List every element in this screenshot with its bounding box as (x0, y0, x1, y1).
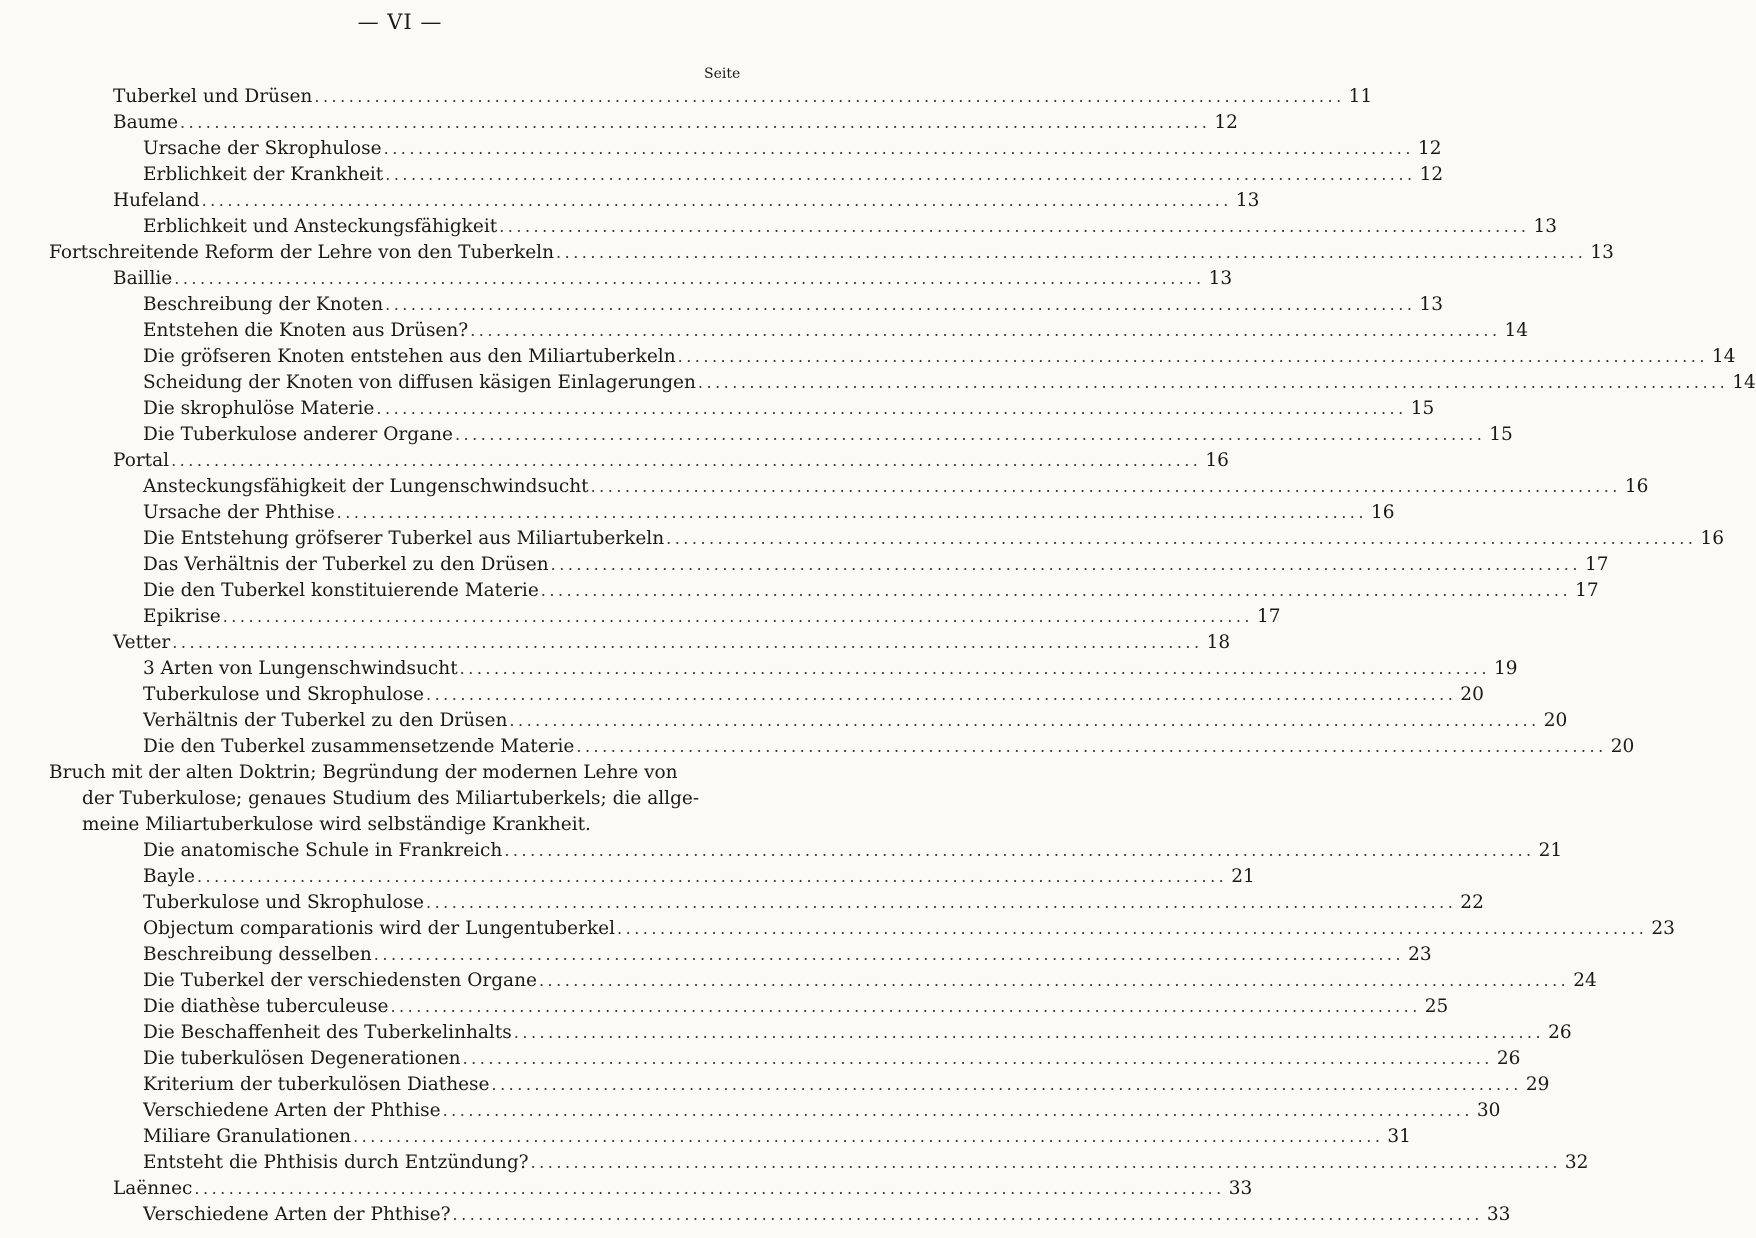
dot-leader: ........................................................................................................................ (538, 971, 1570, 990)
toc-entry-page: 32 (1564, 1152, 1589, 1173)
toc-entry-title: Fortschreitende Reform der Lehre von den Tuberkeln (49, 242, 555, 263)
toc-entry-title: Kriterium der tuberkulösen Diathese (143, 1074, 490, 1095)
toc-entry-title: Entsteht die Phthisis durch Entzündung? (143, 1152, 529, 1173)
toc-entry (143, 1202, 1511, 1228)
toc-entry (143, 604, 1281, 630)
toc-entry-title: Baillie (113, 268, 173, 289)
toc-entry (143, 214, 1558, 240)
page-header: — VI — (357, 10, 443, 34)
dot-leader: ........................................................................................................................ (385, 165, 1416, 184)
toc-entry-title: Objectum comparationis wird der Lungentuberkel (143, 918, 616, 939)
dot-leader: ........................................................................................................................ (180, 113, 1211, 132)
dot-leader: ........................................................................................................................ (376, 399, 1407, 418)
dot-leader: ........................................................................................................................ (540, 581, 1572, 600)
toc-entry (143, 136, 1442, 162)
dot-leader: ........................................................................................................................ (196, 867, 1228, 886)
toc-entry-page: 13 (1235, 190, 1260, 211)
toc-entry-title: Die skrophulöse Materie (143, 398, 375, 419)
toc-entry-page: 12 (1214, 112, 1238, 133)
dot-leader: ........................................................................................................................ (336, 503, 1367, 522)
toc-entry-page: 21 (1231, 866, 1255, 887)
dot-leader: ........................................................................................................................ (390, 997, 1421, 1016)
toc-entry-page: 17 (1575, 580, 1599, 601)
toc-entry (49, 240, 1614, 266)
toc-entry-title: Das Verhältnis der Tuberkel zu den Drüsen (143, 554, 549, 575)
toc-entry-title: Tuberkulose und Skrophulose (143, 684, 424, 705)
toc-entry-page: 26 (1548, 1022, 1572, 1043)
toc-entry-page: 16 (1370, 502, 1395, 523)
toc-entry-page: 30 (1476, 1100, 1501, 1121)
toc-entry (143, 734, 1635, 760)
dot-leader: ........................................................................................................................ (509, 711, 1540, 730)
toc-entry-page: 25 (1424, 996, 1449, 1017)
toc-entry (143, 474, 1649, 500)
toc-entry-page: 26 (1496, 1048, 1521, 1069)
toc-entry-page: 13 (1419, 294, 1443, 315)
toc-entry-title: Beschreibung der Knoten (143, 294, 384, 315)
dot-leader: ........................................................................................................................ (425, 893, 1457, 912)
toc-entry-page: 17 (1257, 606, 1281, 627)
dot-leader: ........................................................................................................................ (373, 945, 1405, 964)
toc-entry-title: Erblichkeit der Krankheit (143, 164, 384, 185)
toc-entry (143, 526, 1724, 552)
toc-entry (143, 942, 1432, 968)
toc-entry (143, 318, 1529, 344)
toc-entry-page: 16 (1205, 450, 1229, 471)
section-summary-line: Bruch mit der alten Doktrin; Begründung der modernen Lehre von (49, 762, 678, 783)
toc-entry-title: Vetter (113, 632, 171, 653)
toc-entry (143, 552, 1609, 578)
toc-entry-title: Epikrise (143, 606, 221, 627)
toc-entry (143, 1020, 1572, 1046)
dot-leader: ........................................................................................................................ (513, 1023, 1545, 1042)
toc-entry-title: Die diathèse tuberculeuse (143, 996, 389, 1017)
page-column-label: Seite (704, 66, 741, 82)
toc-entry-title: Die tuberkulösen Degenerationen (143, 1048, 461, 1069)
toc-entry (113, 110, 1238, 136)
toc-entry (143, 708, 1568, 734)
toc-entry-title: Die den Tuberkel konstituierende Materie (143, 580, 539, 601)
dot-leader: ........................................................................................................................ (454, 425, 1486, 444)
dot-leader: ........................................................................................................................ (172, 633, 1203, 652)
toc-entry (143, 500, 1395, 526)
dot-leader: ........................................................................................................................ (222, 607, 1253, 626)
toc-entry-title: Die gröfseren Knoten entstehen aus den Miliartuberkeln (143, 346, 676, 367)
toc-entry-page: 31 (1387, 1126, 1411, 1147)
toc-entry-page: 24 (1573, 970, 1597, 991)
toc-entry-title: Hufeland (113, 190, 200, 211)
toc-entry (143, 1150, 1589, 1176)
toc-entry (143, 292, 1443, 318)
toc-entry (113, 266, 1233, 292)
toc-entry-title: Die anatomische Schule in Frankreich (143, 840, 503, 861)
section-summary-line: der Tuberkulose; genaues Studium des Miliartuberkels; die allge- (82, 788, 700, 809)
dot-leader: ........................................................................................................................ (459, 659, 1490, 678)
toc-entry-page: 20 (1460, 684, 1484, 705)
toc-entry (143, 344, 1736, 370)
toc-entry-page: 18 (1206, 632, 1231, 653)
toc-entry-title: Portal (113, 450, 170, 471)
toc-entry-page: 23 (1651, 918, 1675, 939)
toc-entry-page: 21 (1538, 840, 1563, 861)
toc-entry (113, 1176, 1253, 1202)
toc-entry-title: Die Tuberkulose anderer Organe (143, 424, 453, 445)
toc-entry-page: 11 (1348, 86, 1373, 107)
toc-entry-title: Bayle (143, 866, 195, 887)
toc-entry-page: 20 (1610, 736, 1635, 757)
toc-entry (143, 916, 1675, 942)
toc-entry-title: Die Beschaffenheit des Tuberkelinhalts (143, 1022, 512, 1043)
dot-leader: ........................................................................................................................ (590, 477, 1621, 496)
dot-leader: ........................................................................................................................ (442, 1101, 1473, 1120)
toc-entry-title: Verschiedene Arten der Phthise? (143, 1204, 451, 1225)
toc-entry-title: Ansteckungsfähigkeit der Lungenschwindsucht (143, 476, 589, 497)
toc-entry-page: 19 (1493, 658, 1518, 679)
toc-entry-title: 3 Arten von Lungenschwindsucht (143, 658, 458, 679)
dot-leader: ........................................................................................................................ (666, 529, 1697, 548)
toc-entry (143, 994, 1449, 1020)
toc-entry-title: Miliare Granulationen (143, 1126, 352, 1147)
dot-leader: ........................................................................................................................ (499, 217, 1530, 236)
toc-entry-page: 12 (1417, 138, 1442, 159)
toc-entry (143, 578, 1599, 604)
toc-entry-title: Die den Tuberkel zusammensetzende Materie (143, 736, 575, 757)
toc-entry-page: 17 (1584, 554, 1609, 575)
toc-entry-page: 16 (1624, 476, 1649, 497)
dot-leader: ........................................................................................................................ (470, 321, 1501, 340)
toc-entry-page: 20 (1543, 710, 1568, 731)
toc-entry-page: 13 (1208, 268, 1233, 289)
dot-leader: ........................................................................................................................ (491, 1075, 1522, 1094)
toc-entry-title: Ursache der Skrophulose (143, 138, 382, 159)
dot-leader: ........................................................................................................................ (530, 1153, 1561, 1172)
toc-entry-page: 12 (1419, 164, 1444, 185)
toc-entry (143, 1072, 1550, 1098)
toc-entry-page: 22 (1460, 892, 1484, 913)
toc-entry (113, 84, 1373, 110)
toc-entry-title: Baume (113, 112, 179, 133)
toc-entry-page: 23 (1408, 944, 1432, 965)
toc-entry (143, 162, 1444, 188)
toc-entry (143, 1124, 1411, 1150)
toc-entry-title: Tuberkel und Drüsen (113, 86, 313, 107)
toc-entry (143, 656, 1518, 682)
toc-entry-page: 14 (1711, 346, 1736, 367)
toc-entry (143, 864, 1255, 890)
dot-leader: ........................................................................................................................ (314, 87, 1345, 106)
toc-entry (113, 188, 1260, 214)
toc-entry-page: 33 (1228, 1178, 1253, 1199)
toc-entry-title: Entstehen die Knoten aus Drüsen? (143, 320, 469, 341)
toc-entry (143, 370, 1756, 396)
toc-entry (143, 1098, 1501, 1124)
dot-leader: ........................................................................................................................ (201, 191, 1232, 210)
toc-entry-page: 14 (1504, 320, 1529, 341)
toc-entry-title: Laënnec (113, 1178, 193, 1199)
toc-entry-title: Ursache der Phthise (143, 502, 335, 523)
toc-entry-page: 15 (1410, 398, 1435, 419)
toc-entry-page: 29 (1525, 1074, 1550, 1095)
dot-leader: ........................................................................................................................ (194, 1179, 1225, 1198)
toc-entry-title: Scheidung der Knoten von diffusen käsigen Einlagerungen (143, 372, 696, 393)
dot-leader: ........................................................................................................................ (576, 737, 1607, 756)
toc-entry-title: Verschiedene Arten der Phthise (143, 1100, 441, 1121)
toc-entry (143, 1046, 1521, 1072)
toc-entry-title: Beschreibung desselben (143, 944, 372, 965)
toc-entry (143, 968, 1597, 994)
dot-leader: ........................................................................................................................ (462, 1049, 1493, 1068)
toc-entry (143, 422, 1513, 448)
toc-entry-page: 13 (1533, 216, 1558, 237)
toc-entry-page: 13 (1590, 242, 1614, 263)
toc-entry (143, 396, 1435, 422)
dot-leader: ........................................................................................................................ (385, 295, 1416, 314)
toc-entry (143, 682, 1484, 708)
toc-entry (113, 630, 1231, 656)
toc-entry-page: 14 (1732, 372, 1756, 393)
dot-leader: ........................................................................................................................ (697, 373, 1729, 392)
dot-leader: ........................................................................................................................ (504, 841, 1535, 860)
toc-entry (143, 838, 1563, 864)
dot-leader: ........................................................................................................................ (383, 139, 1414, 158)
dot-leader: ........................................................................................................................ (550, 555, 1581, 574)
toc-entry-page: 16 (1700, 528, 1724, 549)
dot-leader: ........................................................................................................................ (452, 1205, 1483, 1224)
dot-leader: ........................................................................................................................ (171, 451, 1202, 470)
dot-leader: ........................................................................................................................ (617, 919, 1648, 938)
toc-entry (113, 448, 1229, 474)
dot-leader: ........................................................................................................................ (556, 243, 1587, 262)
section-summary-line: meine Miliartuberkulose wird selbständige Krankheit. (82, 814, 591, 835)
dot-leader: ........................................................................................................................ (677, 347, 1708, 366)
toc-entry-title: Die Tuberkel der verschiedensten Organe (143, 970, 537, 991)
toc-entry-title: Tuberkulose und Skrophulose (143, 892, 424, 913)
dot-leader: ........................................................................................................................ (425, 685, 1457, 704)
toc-entry-title: Verhältnis der Tuberkel zu den Drüsen (143, 710, 508, 731)
toc-entry-title: Erblichkeit und Ansteckungsfähigkeit (143, 216, 498, 237)
dot-leader: ........................................................................................................................ (174, 269, 1205, 288)
toc-entry (143, 890, 1484, 916)
toc-entry-title: Die Entstehung gröfserer Tuberkel aus Miliartuberkeln (143, 528, 665, 549)
toc-entry-page: 33 (1486, 1204, 1511, 1225)
dot-leader: ........................................................................................................................ (353, 1127, 1384, 1146)
toc-entry-page: 15 (1489, 424, 1513, 445)
